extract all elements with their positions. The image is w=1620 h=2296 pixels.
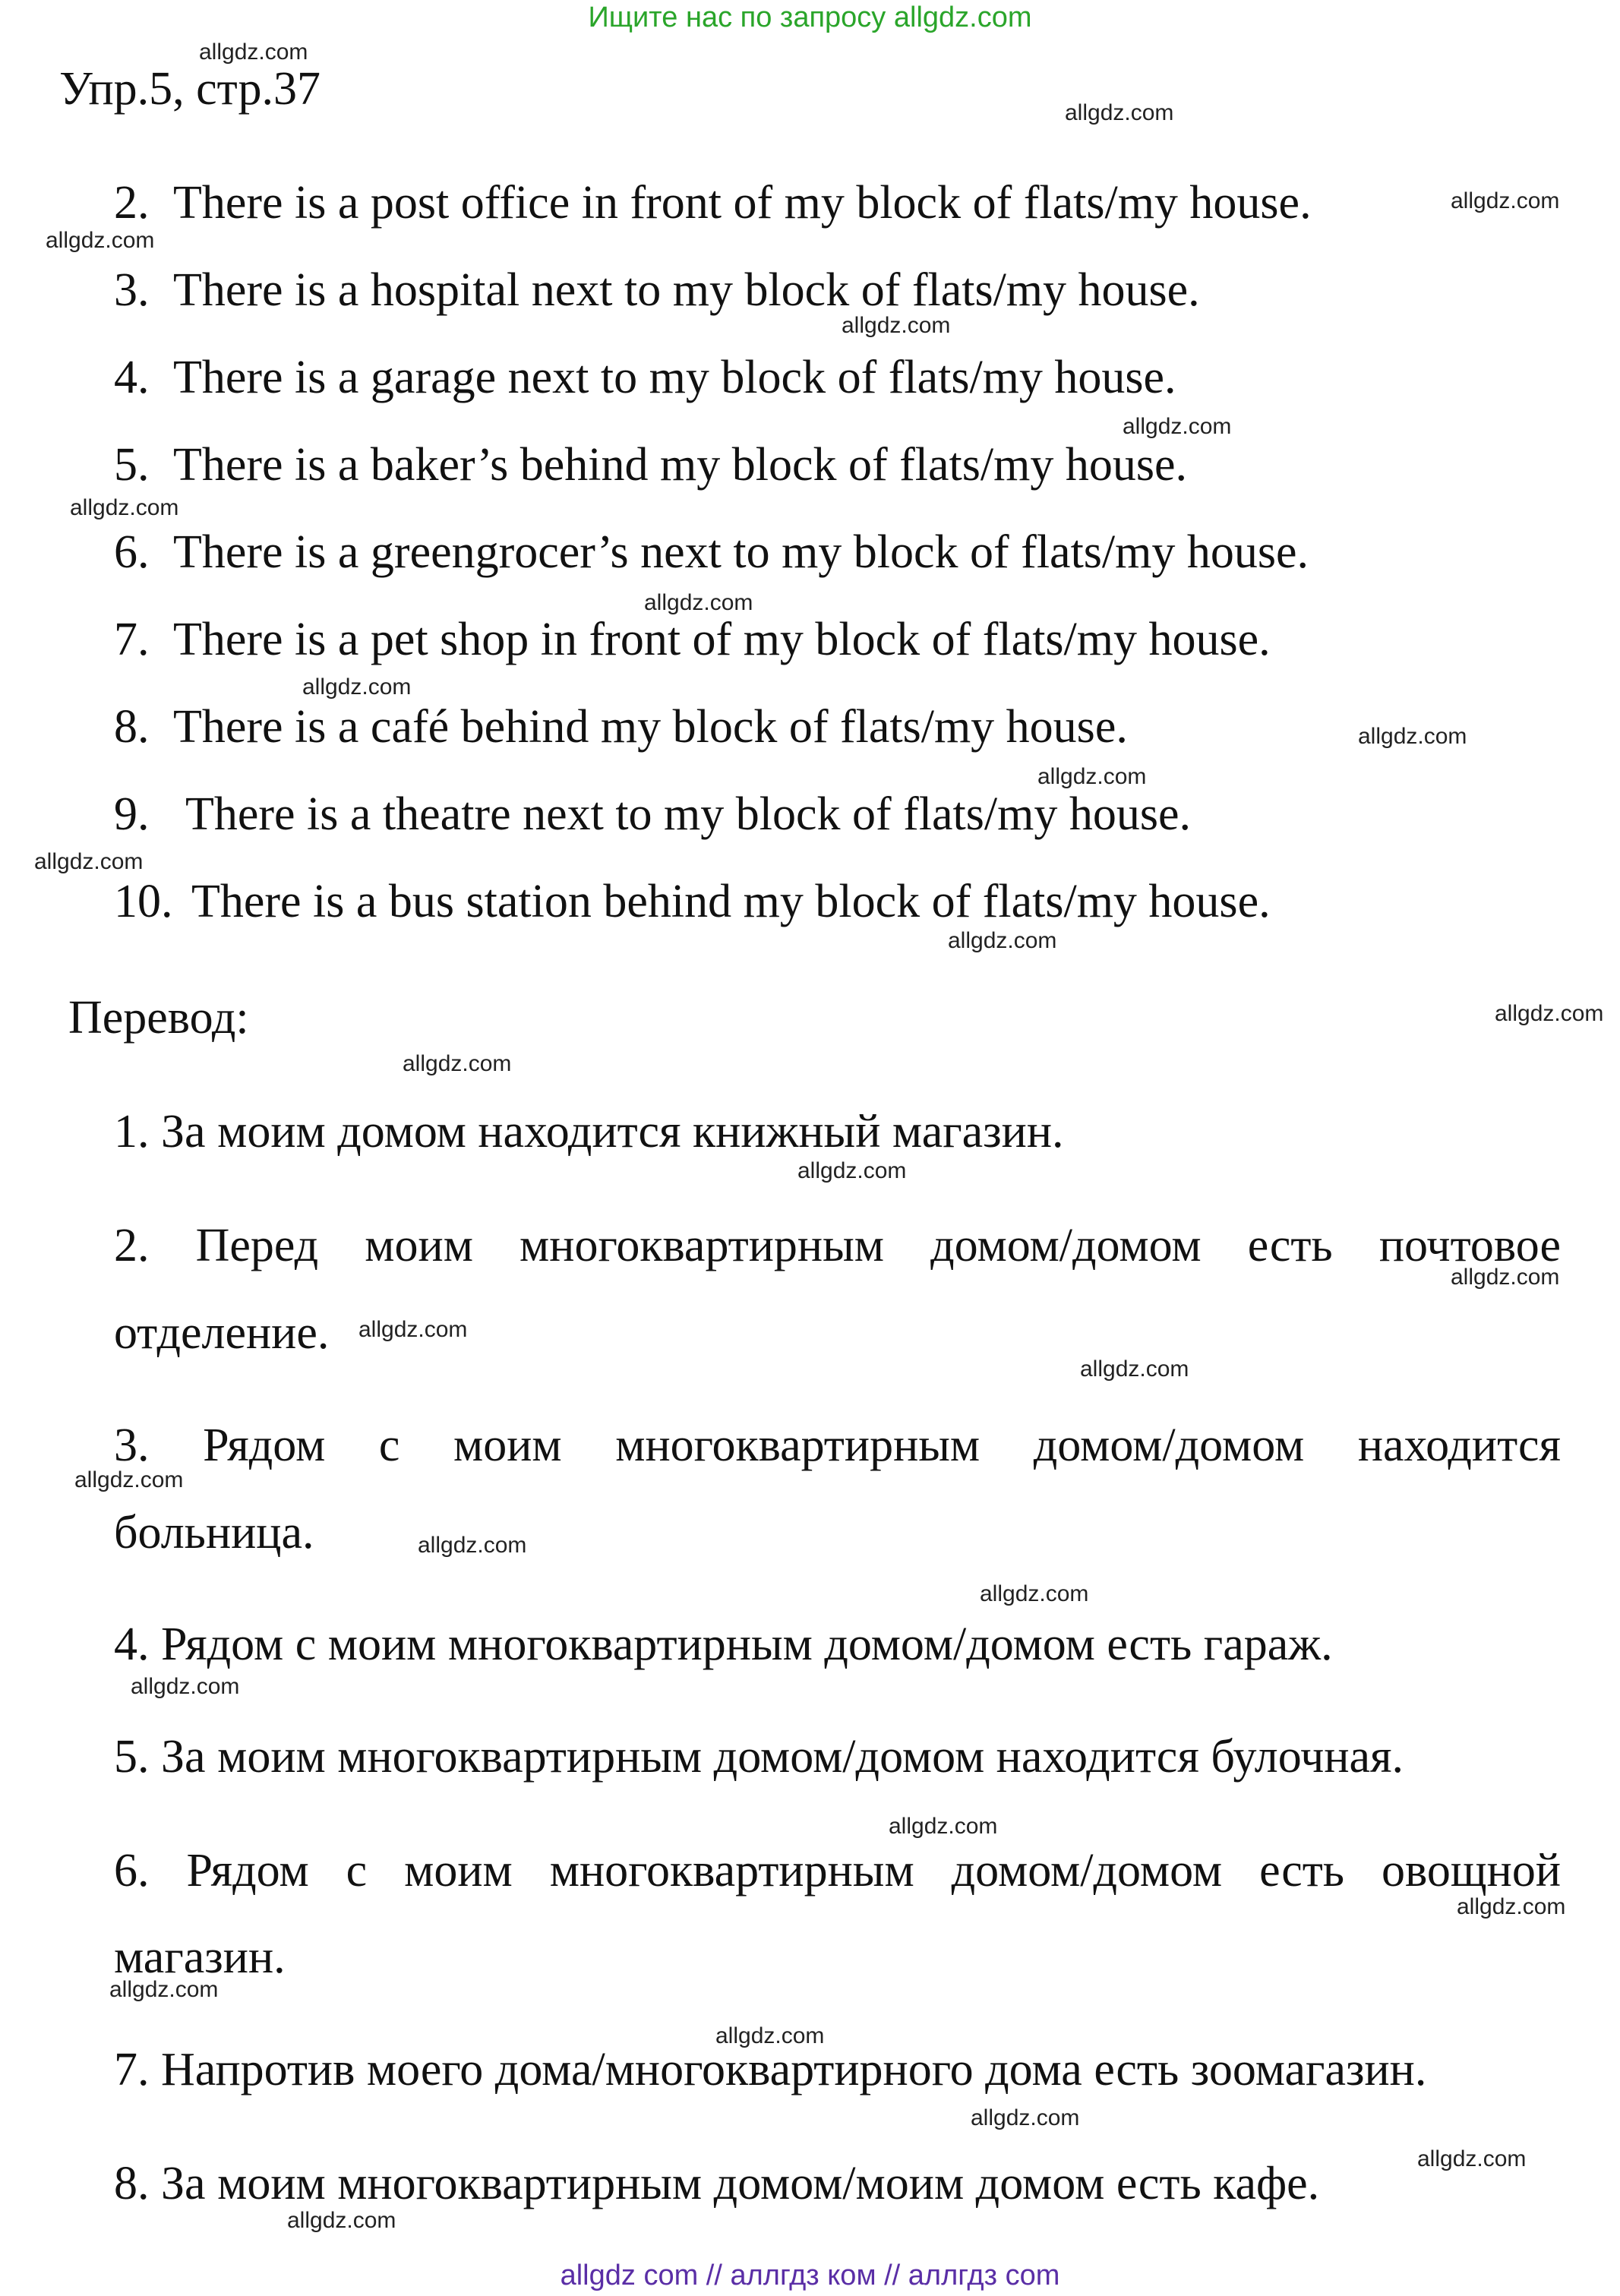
watermark: allgdz.com	[644, 590, 753, 615]
watermark: allgdz.com	[842, 313, 951, 338]
watermark: allgdz.com	[715, 2023, 825, 2048]
sentence-text: There is a greengrocer’s next to my block of flats/my house.	[173, 526, 1309, 578]
watermark: allgdz.com	[74, 1467, 184, 1492]
item-number: 2.	[114, 177, 150, 229]
sentence-text: There is a garage next to my block of flats/my house.	[173, 352, 1176, 403]
watermark: allgdz.com	[1457, 1894, 1566, 1919]
watermark: allgdz.com	[948, 928, 1057, 953]
item-number: 7.	[114, 614, 150, 665]
russian-sentence: 2. Перед моим многоквартирным домом/домом есть почтовое	[114, 1220, 1561, 1271]
watermark: allgdz.com	[1080, 1356, 1189, 1382]
english-sentence	[114, 788, 1191, 842]
russian-sentence: 5. За моим многоквартирным домом/домом находится булочная.	[114, 1731, 1404, 1783]
sentence-text: There is a bus station behind my block of flats/my house.	[191, 876, 1271, 927]
russian-sentence: 7. Напротив моего дома/многоквартирного дома есть зоомагазин.	[114, 2044, 1427, 2095]
english-sentence	[114, 700, 1128, 754]
english-sentence	[114, 351, 1176, 405]
watermark: allgdz.com	[1495, 1001, 1604, 1026]
watermark: allgdz.com	[287, 2208, 396, 2233]
watermark: allgdz.com	[1037, 764, 1147, 789]
watermark: allgdz.com	[1358, 724, 1467, 749]
item-number: 6.	[114, 526, 150, 578]
watermark: allgdz.com	[34, 849, 144, 874]
item-number: 10.	[114, 876, 173, 927]
english-sentence	[114, 176, 1312, 230]
russian-sentence-continuation: отделение.	[114, 1307, 330, 1359]
watermark: allgdz.com	[199, 39, 308, 65]
russian-sentence-continuation: магазин.	[114, 1931, 286, 1983]
exercise-title: Упр.5, стр.37	[59, 63, 321, 115]
watermark: allgdz.com	[70, 495, 179, 520]
russian-sentence: 6. Рядом с моим многоквартирным домом/домом есть овощной	[114, 1845, 1561, 1896]
russian-sentence: 4. Рядом с моим многоквартирным домом/домом есть гараж.	[114, 1619, 1333, 1670]
sentence-text: There is a café behind my block of flats/my house.	[173, 701, 1128, 753]
item-number: 9.	[114, 788, 150, 840]
item-number: 3.	[114, 264, 150, 316]
english-sentence	[114, 438, 1187, 492]
watermark: allgdz.com	[971, 2105, 1080, 2130]
watermark: allgdz.com	[109, 1977, 219, 2002]
watermark: allgdz.com	[403, 1051, 512, 1076]
search-banner[interactable]: Ищите нас по запросу allgdz.com	[588, 2, 1032, 33]
english-sentence	[114, 613, 1271, 667]
watermark: allgdz.com	[358, 1317, 468, 1342]
watermark: allgdz.com	[1065, 100, 1174, 125]
english-sentence	[114, 264, 1200, 317]
russian-sentence: 3. Рядом с моим многоквартирным домом/домом находится	[114, 1420, 1561, 1471]
sentence-text: There is a post office in front of my block of flats/my house.	[173, 177, 1312, 229]
sentence-text: There is a baker’s behind my block of flats/my house.	[173, 439, 1187, 491]
russian-sentence-continuation: больница.	[114, 1507, 314, 1559]
russian-sentence: 8. За моим многоквартирным домом/моим домом есть кафе.	[114, 2158, 1320, 2209]
site-footer[interactable]: allgdz com // аллгдз ком // аллгдз com	[560, 2260, 1060, 2291]
sentence-text: There is a pet shop in front of my block of flats/my house.	[173, 614, 1271, 665]
watermark: allgdz.com	[889, 1814, 998, 1839]
english-sentence	[114, 875, 1271, 929]
watermark: allgdz.com	[302, 674, 412, 700]
item-number: 5.	[114, 439, 150, 491]
english-sentence	[114, 526, 1309, 580]
item-number: 4.	[114, 352, 150, 403]
item-number: 8.	[114, 701, 150, 753]
watermark: allgdz.com	[1451, 188, 1560, 213]
watermark: allgdz.com	[46, 228, 155, 253]
watermark: allgdz.com	[418, 1533, 527, 1558]
watermark: allgdz.com	[980, 1581, 1089, 1606]
watermark: allgdz.com	[1123, 414, 1232, 439]
translation-heading: Перевод:	[68, 992, 249, 1044]
sentence-text: There is a theatre next to my block of flats/my house.	[185, 788, 1192, 840]
watermark: allgdz.com	[797, 1158, 907, 1183]
sentence-text: There is a hospital next to my block of flats/my house.	[173, 264, 1200, 316]
russian-sentence: 1. За моим домом находится книжный магазин.	[114, 1106, 1064, 1157]
watermark: allgdz.com	[1417, 2146, 1527, 2171]
watermark: allgdz.com	[131, 1674, 240, 1699]
watermark: allgdz.com	[1451, 1265, 1560, 1290]
